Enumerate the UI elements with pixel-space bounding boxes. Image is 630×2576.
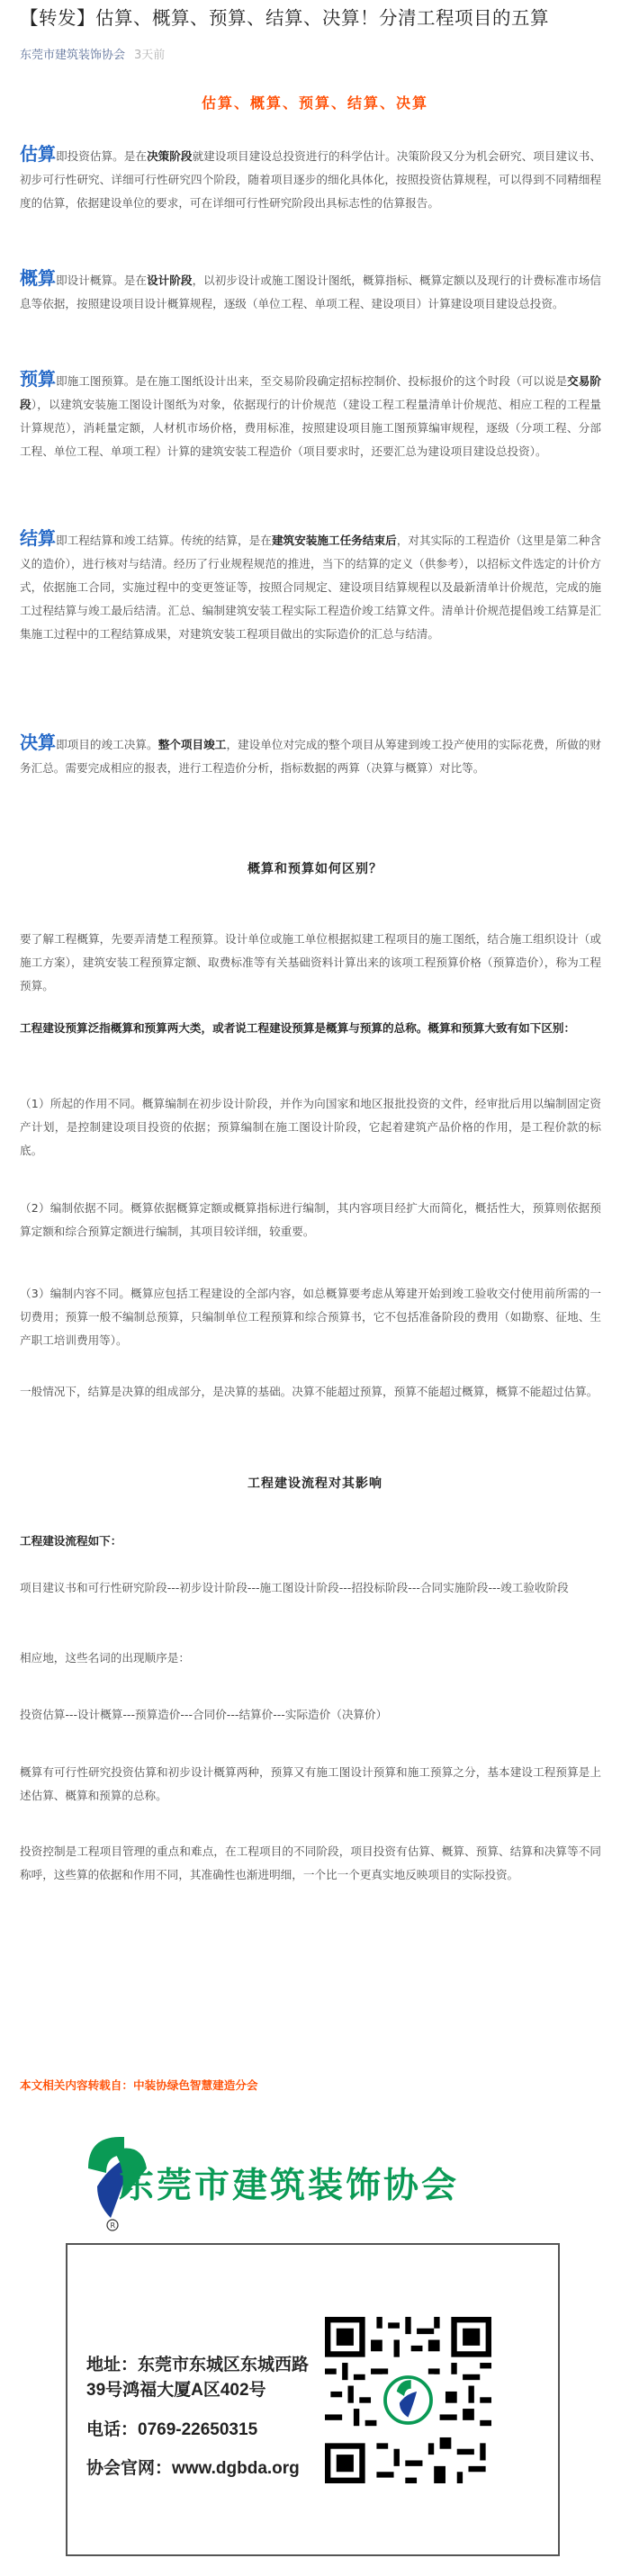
diff-summary: 一般情况下，结算是决算的组成部分，是决算的基础。决算不能超过预算，预算不能超过概算，概算不能超过估算。 <box>20 1385 598 1398</box>
process-label: 工程建设流程如下： <box>20 1534 122 1548</box>
final-keyword: 决算 <box>20 732 57 753</box>
budget-keyword: 预算 <box>20 368 57 390</box>
source-note: 本文相关内容转载自：中装协绿色智慧建造分会 <box>20 2078 258 2092</box>
budget-paragraph: 预算即施工图预算。是在施工图纸设计出来，至交易阶段确定招标控制价、投标报价的这个时段（可以说是交易阶段），以建筑安装施工图设计图纸为对象，依据现行的计价规范（建设工程工程量清单计价规范、相应工程的工程量计算规范），消耗量定额，人材机市场价格，费用标准，按照建设项目施工图预算编审规程，逐级（分项工程、分部工程、单位工程、单项工程）计算的建筑安装工程造价（项目要求时，还要汇总为建设项目建设总投资）。 <box>20 368 602 458</box>
estimate-keyword: 估算 <box>20 143 57 165</box>
process-paragraph-2: 投资控制是工程项目管理的重点和难点，在工程项目的不同阶段，项目投资有估算、概算、预算、结算和决算等不同称呼，这些算的依据和作用不同，其准确性也渐进明细，一个比一个更真实地反映项目的实际投资。 <box>20 1844 601 1881</box>
association-logo-text: 东莞市建筑装饰协会 <box>119 2166 460 2206</box>
budget-estimate-keyword: 概算 <box>20 267 57 289</box>
diff-item-1: （1）所起的作用不同。概算编制在初步设计阶段，并作为向国家和地区报批投资的文件，经审批后用以编制固定资产计划，是控制建设项目投资的依据；预算编制在施工图设计阶段，它起着建筑产品价格的作用，是工程价款的标底。 <box>20 1097 601 1157</box>
address-line-1: 地址：东莞市东城区东城西路 <box>86 2356 310 2374</box>
author-link[interactable]: 东莞市建筑装饰协会 <box>20 49 126 62</box>
article-subtitle: 估算、概算、预算、结算、决算 <box>201 94 428 112</box>
process-order: 投资估算---设计概算---预算造价---合同价---结算价---实际造价（决算价） <box>20 1708 388 1721</box>
final-paragraph: 决算即项目的竣工决算。整个项目竣工，建设单位对完成的整个项目从筹建到竣工投产使用的实际花费，所做的财务汇总。需要完成相应的报表，进行工程造价分析，指标数据的两算（决算与概算）对比等。 <box>20 732 602 775</box>
diff-intro: 要了解工程概算，先要弄清楚工程预算。设计单位或施工单位根据拟建工程项目的施工图纸，结合施工组织设计（或施工方案），建筑安装工程预算定额、取费标准等有关基础资料计算出来的该项工程预算价格（预算造价），称为工程预算。 <box>20 932 601 992</box>
article-meta <box>20 45 165 62</box>
diff-item-3: （3）编制内容不同。概算应包括工程建设的全部内容，如总概算要考虑从筹建开始到竣工验收交付使用前所需的一切费用；预算一般不编制总预算，只编制单位工程预算和综合预算书，它不包括准备阶段的费用（如勘察、征地、生产职工培训费用等）。 <box>20 1287 601 1347</box>
diff-item-2: （2）编制依据不同。概算依据概算定额或概算指标进行编制，其内容项目经扩大而简化，概括性大，预算则依据预算定额和综合预算定额进行编制，其项目较详细，较重要。 <box>20 1201 601 1238</box>
phone-line: 电话：0769-22650315 <box>86 2420 258 2439</box>
estimate-paragraph: 估算即投资估算。是在决策阶段就建设项目建设总投资进行的科学估计。决策阶段又分为机会研究、项目建议书、初步可行性研究、详细可行性研究四个阶段，随着项目逐步的细化具体化，按照投资估算规程，可以得到不同精细程度的估算，依据建设单位的要求，可在详细可行性研究阶段出具标志性的估算报告。 <box>20 143 602 210</box>
settlement-keyword: 结算 <box>20 527 57 549</box>
article-title: 【转发】估算、概算、预算、结算、决算！分清工程项目的五算 <box>20 7 549 29</box>
process-heading: 工程建设流程对其影响 <box>248 1476 382 1491</box>
publish-time: 3天前 <box>134 49 166 62</box>
website-line[interactable]: 协会官网：www.dgbda.org <box>86 2459 300 2478</box>
contact-card <box>66 2243 560 2556</box>
budget-estimate-paragraph: 概算即设计概算。是在设计阶段，以初步设计或施工图设计图纸，概算指标、概算定额以及现行的计费标准市场信息等依据，按照建设项目设计概算规程，逐级（单位工程、单项工程、建设项目）计算建设项目建设总投资。 <box>20 267 602 310</box>
settlement-paragraph: 结算即工程结算和竣工结算。传统的结算，是在建筑安装施工任务结束后，对其实际的工程造价（这里是第二种含义的造价），进行核对与结清。经历了行业规程规范的推进，当下的结算的定义（供参考），以招标文件选定的计价方式，依据施工合同，实施过程中的变更签证等，按照合同规定、建设项目结算规程以及最新清单计价规范，完成的施工过程结算与竣工最后结清。汇总、编制建筑安装工程实际工程造价竣工结算文件。清单计价规范提倡竣工结算是汇集施工过程中的工程结算成果，对建筑安装工程项目做出的实际造价的汇总与结清。 <box>20 527 602 641</box>
diff-bold-statement: 工程建设预算泛指概算和预算两大类，或者说工程建设预算是概算与预算的总称。概算和预算大致有如下区别： <box>20 1021 576 1035</box>
process-flow: 项目建议书和可行性研究阶段---初步设计阶段---施工图设计阶段---招投标阶段---合同实施阶段---竣工验收阶段 <box>20 1581 569 1594</box>
diff-heading: 概算和预算如何区别？ <box>248 862 382 876</box>
qr-code-icon[interactable] <box>325 2317 491 2483</box>
process-paragraph-1: 概算有可行性研究投资估算和初步设计概算两种，预算又有施工图设计预算和施工预算之分，基本建设工程预算是上述估算、概算和预算的总称。 <box>20 1765 601 1802</box>
address-line-2: 39号鸿福大厦A区402号 <box>86 2381 266 2400</box>
process-label-2: 相应地，这些名词的出现顺序是： <box>20 1651 190 1665</box>
svg-text:R: R <box>110 2221 116 2230</box>
